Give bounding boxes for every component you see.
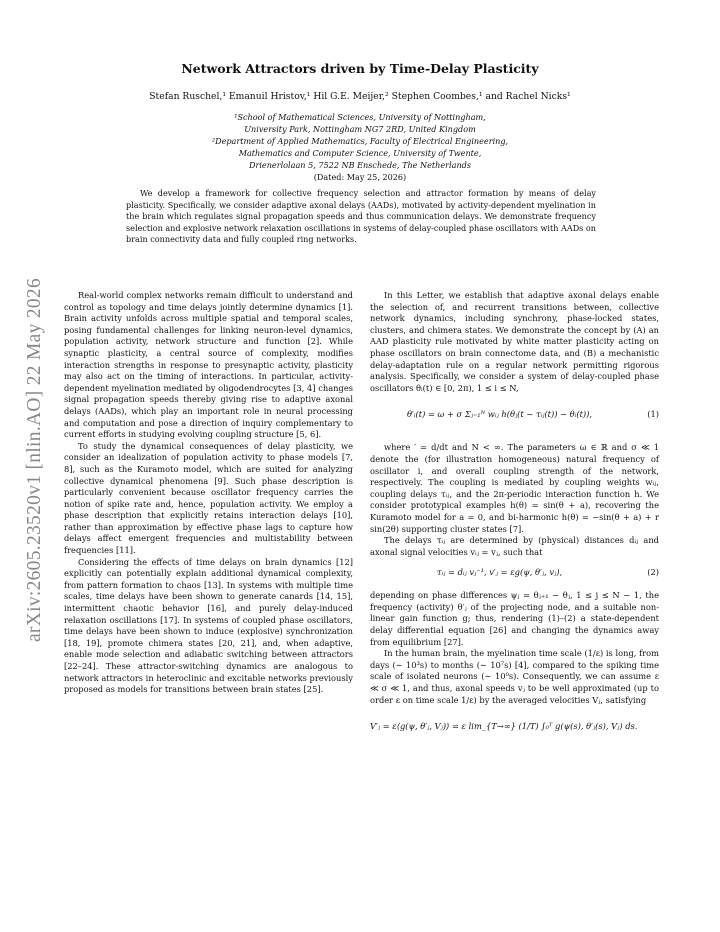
equation-1 <box>370 399 659 437</box>
body-paragraph: Considering the effects of time delays on brain dynamics [12] explicitly can potentially explain additional dynamical complexity, from pattern formation to chaos [13]. In systems with multiple time scales, time delays have been shown to generate canards [14, 15], intermittent chaotic behavior [16], and purely delay-induced relaxation oscillations [17]. In systems of coupled phase oscillators, time delays have been shown to induce (explosive) synchronization [18, 19], promote chimera states [20, 21], and, when adaptive, enable mode selection and adiabatic switching between attractors [22–24]. These attractor-switching dynamics are analogous to network attractors in heteroclinic and excitable networks previously proposed as models for transitions between brain states [25]. <box>64 556 353 695</box>
body-paragraph: depending on phase differences ψⱼ = θⱼ₊₁ − θⱼ, 1 ≤ j ≤ N − 1, the frequency (activity) θ′ⱼ of the projecting node, and a suitable non-linear gain function g; thus, rendering (1)–(2) a state-dependent delay differential equation [26] and changing the dynamics away from equilibrium [27]. <box>370 590 659 647</box>
date-line: (Dated: May 25, 2026) <box>313 172 407 182</box>
right-column <box>370 290 659 756</box>
affiliation-line: University Park, Nottingham NG7 2RD, United Kingdom <box>244 124 476 134</box>
left-column <box>64 290 353 696</box>
body-paragraph: To study the dynamical consequences of delay plasticity, we consider an idealization of population activity to phase models [7, 8], such as the Kuramoto model, which are suited for analyzing collective dynamical phenomena [9]. Such phase description is particularly convenient because oscillator frequency carries the notion of spike rate and, hence, population activity. We employ a phase description that explicitly retains interaction delays [10], rather than approximation by effective phase lags to capture how delays affect emergent frequencies and multistability between frequencies [11]. <box>64 440 353 556</box>
affiliation-line: ¹School of Mathematical Sciences, University of Nottingham, <box>234 112 486 122</box>
paper-title: Network Attractors driven by Time-Delay Plasticity <box>181 61 539 76</box>
arxiv-identifier: arXiv:2605.23520v1 [nlin.AO] 22 May 2026 <box>24 277 45 643</box>
equation-body: τᵢⱼ = dᵢⱼ vⱼ⁻¹, v′ⱼ = εg(ψ, θ′ⱼ, vⱼ), <box>436 567 563 578</box>
body-paragraph: where ′ = d/dt and N < ∞. The parameters ω ∈ ℝ and σ ≪ 1 denote the (for illustration homogeneous) natural frequency of oscillator i, and overall coupling strength of the network, respectively. The coupling is mediated by coupling weights wᵢⱼ, coupling delays τᵢⱼ, and the 2π-periodic interaction function h. We consider prototypical examples h(θ) = sin(θ + a), recovering the Kuramoto model for a = 0, and bi-harmonic h(θ) = −sin(θ + a) + r sin(2θ) supporting cluster states [7]. <box>370 442 659 534</box>
author-list: Stefan Ruschel,¹ Emanuil Hristov,¹ Hil G.E. Meijer,² Stephen Coombes,¹ and Rachel Nicks¹ <box>149 91 571 102</box>
equation-2 <box>370 563 659 585</box>
affiliations <box>0 111 720 183</box>
arxiv-sidebar <box>20 250 50 670</box>
body-paragraph: Real-world complex networks remain difficult to understand and control as topology and time delays jointly determine dynamics [1]. Brain activity unfolds across multiple spatial and temporal scales, posing fundamental challenges for linking neuron-level dynamics, population activity, network structure and function [2]. While synaptic plasticity, a central source of complexity, modifies interaction strengths in response to presynaptic activity, plasticity may also act on the timing of interactions. In particular, activity-dependent myelination mediated by oligodendrocytes [3, 4] changes signal propagation speeds thereby giving rise to adaptive axonal delays (AADs), which play an important role in neural processing and computation and pose a direction of inquiry complementary to current efforts in studying evolving coupling structure [5, 6]. <box>64 290 353 440</box>
equation-number: (1) <box>647 409 659 420</box>
equation-number: (2) <box>647 567 659 578</box>
equation-body: θ′ᵢ(t) = ω + σ Σⱼ₌₁ᴺ wᵢⱼ h(θⱼ(t − τᵢⱼ(t)) − θᵢ(t)), <box>406 409 593 420</box>
equation-3 <box>370 711 659 751</box>
equation-body: V′ⱼ = ε⟨g(ψ, θ′ⱼ, Vⱼ)⟩ = ε lim_{T→∞} (1/T) ∫₀ᵀ g(ψ(s), θ′ⱼ(s), Vⱼ) ds. <box>370 721 638 732</box>
abstract: We develop a framework for collective frequency selection and attractor formation by means of delay plasticity. Specifically, we consider adaptive axonal delays (AADs), motivated by activity-dependent myelination in the brain which regulates signal propagation speeds and thus communication delays. We demonstrate frequency selection and explosive network relaxation oscillations in systems of delay-coupled phase oscillators with AADs on brain connectivity data and fully coupled ring networks. <box>126 188 596 245</box>
affiliation-line: ²Department of Applied Mathematics, Faculty of Electrical Engineering, <box>211 136 509 146</box>
body-paragraph: The delays τᵢⱼ are determined by (physical) distances dᵢⱼ and axonal signal velocities vᵢⱼ = vⱼ, such that <box>370 535 659 557</box>
body-paragraph: In the human brain, the myelination time scale (1/ε) is long, from days (∼ 10³s) to months (∼ 10⁷s) [4], compared to the spiking time scale of isolated neurons (∼ 10⁰s). Consequently, we can assume ε ≪ σ ≪ 1, and thus, axonal speeds vⱼ to be well approximated (up to order ε on time scale 1/ε) by the averaged velocities Vⱼ, satisfying <box>370 648 659 705</box>
body-paragraph: In this Letter, we establish that adaptive axonal delays enable the selection of, and recurrent transitions between, collective network dynamics, including synchrony, phase-locked states, clusters, and chimera states. We demonstrate the concept by (A) an AAD plasticity rule motivated by white matter plasticity acting on phase oscillators on brain connectome data, and (B) a mechanistic delay-adaptation rule on a regular network permitting rigorous analysis. Specifically, we consider a system of delay-coupled phase oscillators θᵢ(t) ∈ [0, 2π), 1 ≤ i ≤ N, <box>370 290 659 393</box>
affiliation-line: Mathematics and Computer Science, University of Twente, <box>238 148 482 158</box>
affiliation-line: Drienerlolaan 5, 7522 NB Enschede, The Netherlands <box>248 160 472 170</box>
